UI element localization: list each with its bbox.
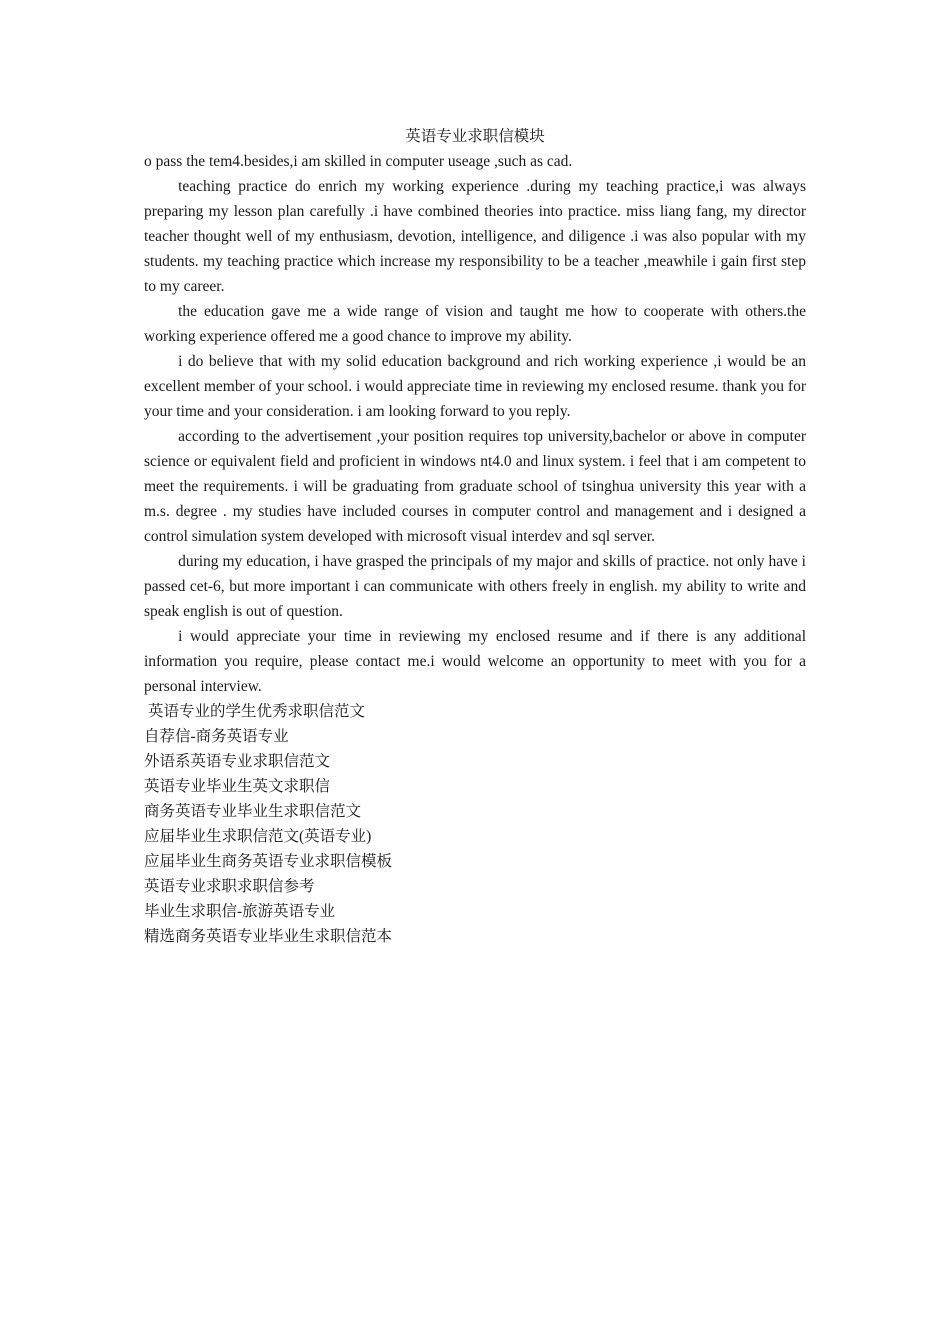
- paragraph-6: during my education, i have grasped the principals of my major and skills of practice. not only have i passed cet-6, but more important i can communicate with others freely in english. my ability to write and speak english is out of question.: [144, 553, 806, 620]
- related-link[interactable]: 外语系英语专业求职信范文: [144, 753, 331, 770]
- related-link[interactable]: 商务英语专业毕业生求职信范文: [144, 803, 362, 820]
- related-link[interactable]: 自荐信-商务英语专业: [144, 728, 289, 745]
- related-links-list: [144, 699, 806, 949]
- document-title: 英语专业求职信模块: [405, 128, 545, 145]
- paragraph-4: i do believe that with my solid education background and rich working experience ,i would be an excellent member of your school. i would appreciate time in reviewing my enclosed resume. thank you for your time and your consideration. i am looking forward to you reply.: [144, 353, 806, 420]
- paragraph-3: the education gave me a wide range of vision and taught me how to cooperate with others.the working experience offered me a good chance to improve my ability.: [144, 303, 806, 345]
- related-link[interactable]: 应届毕业生求职信范文(英语专业): [144, 828, 372, 845]
- related-link[interactable]: 英语专业的学生优秀求职信范文: [148, 703, 366, 720]
- document-page: [144, 124, 806, 949]
- related-link[interactable]: 英语专业求职求职信参考: [144, 878, 315, 895]
- related-link[interactable]: 毕业生求职信-旅游英语专业: [144, 903, 336, 920]
- paragraph-5: according to the advertisement ,your position requires top university,bachelor or above in computer science or equivalent field and proficient in windows nt4.0 and linux system. i feel that i am competent to meet the requirements. i will be graduating from graduate school of tsinghua university this year with a m.s. degree . my studies have included courses in computer control and management and i designed a control simulation system developed with microsoft visual interdev and sql server.: [144, 428, 806, 545]
- paragraph-2: teaching practice do enrich my working experience .during my teaching practice,i was always preparing my lesson plan carefully .i have combined theories into practice. miss liang fang, my director teacher thought well of my enthusiasm, devotion, intelligence, and diligence .i was also popular with my students. my teaching practice which increase my responsibility to be a teacher ,meawhile i gain first step to my career.: [144, 178, 806, 295]
- related-link[interactable]: 精选商务英语专业毕业生求职信范本: [144, 928, 393, 945]
- related-link[interactable]: 英语专业毕业生英文求职信: [144, 778, 331, 795]
- paragraph-1: o pass the tem4.besides,i am skilled in computer useage ,such as cad.: [144, 153, 573, 170]
- related-link[interactable]: 应届毕业生商务英语专业求职信模板: [144, 853, 393, 870]
- paragraph-7: i would appreciate your time in reviewing my enclosed resume and if there is any additional information you require, please contact me.i would welcome an opportunity to meet with you for a personal interview.: [144, 628, 806, 695]
